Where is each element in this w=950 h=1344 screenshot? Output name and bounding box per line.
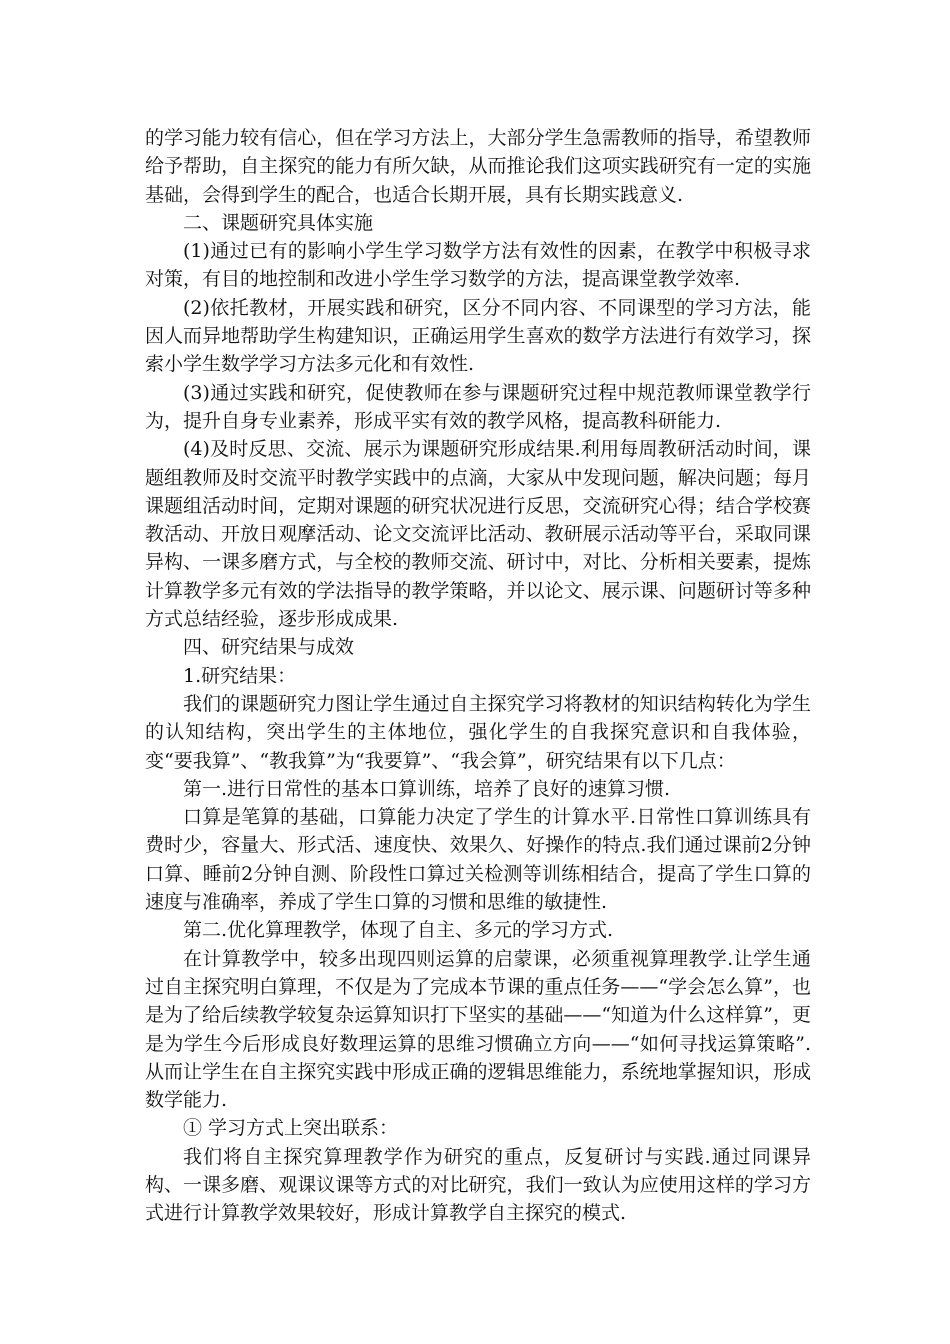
document-page [145,124,811,1228]
point-heading: 第二.优化算理教学，体现了自主、多元的学习方式. [183,919,614,942]
paragraph: (2)依托教材，开展实践和研究，区分不同内容、不同课型的学习方法，能因人而异地帮助学生构建知识，正确运用学生喜欢的数学方法进行有效学习，探索小学生数学学习方法多元化和有效性. [145,296,811,376]
paragraph: (3)通过实践和研究，促使教师在参与课题研究过程中规范教师课堂教学行为，提升自身专业素养，形成平实有效的教学风格，提高教科研能力. [145,381,811,432]
paragraph: 在计算教学中，较多出现四则运算的启蒙课，必须重视算理教学.让学生通过自主探究明白算理，不仅是为了完成本节课的重点任务——“学会怎么算”，也是为了给后续教学较复杂运算知识打下坚实的基础——“知道为什么这样算”，更是为学生今后形成良好数理运算的思维习惯确立方向——“如何寻找运算策略”.从而让学生在自主探究实践中形成正确的逻辑思维能力，系统地掌握知识，形成数学能力. [145,947,811,1112]
paragraph: (1)通过已有的影响小学生学习数学方法有效性的因素，在教学中积极寻求对策，有目的地控制和改进小学生学习数学的方法，提高课堂教学效率. [145,240,811,291]
paragraph: (4)及时反思、交流、展示为课题研究形成结果.利用每周教研活动时间，课题组教师及时交流平时教学实践中的点滴，大家从中发现问题，解决问题；每月课题组活动时间，定期对课题的研究状况进行反思，交流研究心得；结合学校赛教活动、开放日观摩活动、论文交流评比活动、教研展示活动等平台，采取同课异构、一课多磨方式，与全校的教师交流、研讨中，对比、分析相关要素，提炼计算教学多元有效的学法指导的教学策略，并以论文、展示课、问题研讨等多种方式总结经验，逐步形成成果. [145,438,811,631]
section-heading: 四、研究结果与成效 [183,636,355,659]
paragraph: 口算是笔算的基础，口算能力决定了学生的计算水平.日常性口算训练具有费时少，容量大、形式活、速度快、效果久、好操作的特点.我们通过课前2分钟口算、睡前2分钟自测、阶段性口算过关检测等训练相结合，提高了学生口算的速度与准确率，养成了学生口算的习惯和思维的敏捷性. [145,806,811,914]
subsection-heading: 1.研究结果： [183,664,297,687]
point-heading: 第一.进行日常性的基本口算训练，培养了良好的速算习惯. [183,777,671,800]
paragraph: 我们将自主探究算理教学作为研究的重点，反复研讨与实践.通过同课异构、一课多磨、观课议课等方式的对比研究，我们一致认为应使用这样的学习方式进行计算教学效果较好，形成计算教学自主探究的模式. [145,1145,811,1225]
paragraph: 的学习能力较有信心，但在学习方法上，大部分学生急需教师的指导，希望教师给予帮助，自主探究的能力有所欠缺，从而推论我们这项实践研究有一定的实施基础，会得到学生的配合，也适合长期开展，具有长期实践意义. [145,127,811,206]
paragraph: 我们的课题研究力图让学生通过自主探究学习将教材的知识结构转化为学生的认知结构，突出学生的主体地位，强化学生的自我探究意识和自我体验，变“要我算”、“教我算”为“我要算”、“我会算”，研究结果有以下几点： [145,692,811,772]
point-heading: ① 学习方式上突出联系： [183,1117,399,1140]
section-heading: 二、课题研究具体实施 [183,211,374,234]
